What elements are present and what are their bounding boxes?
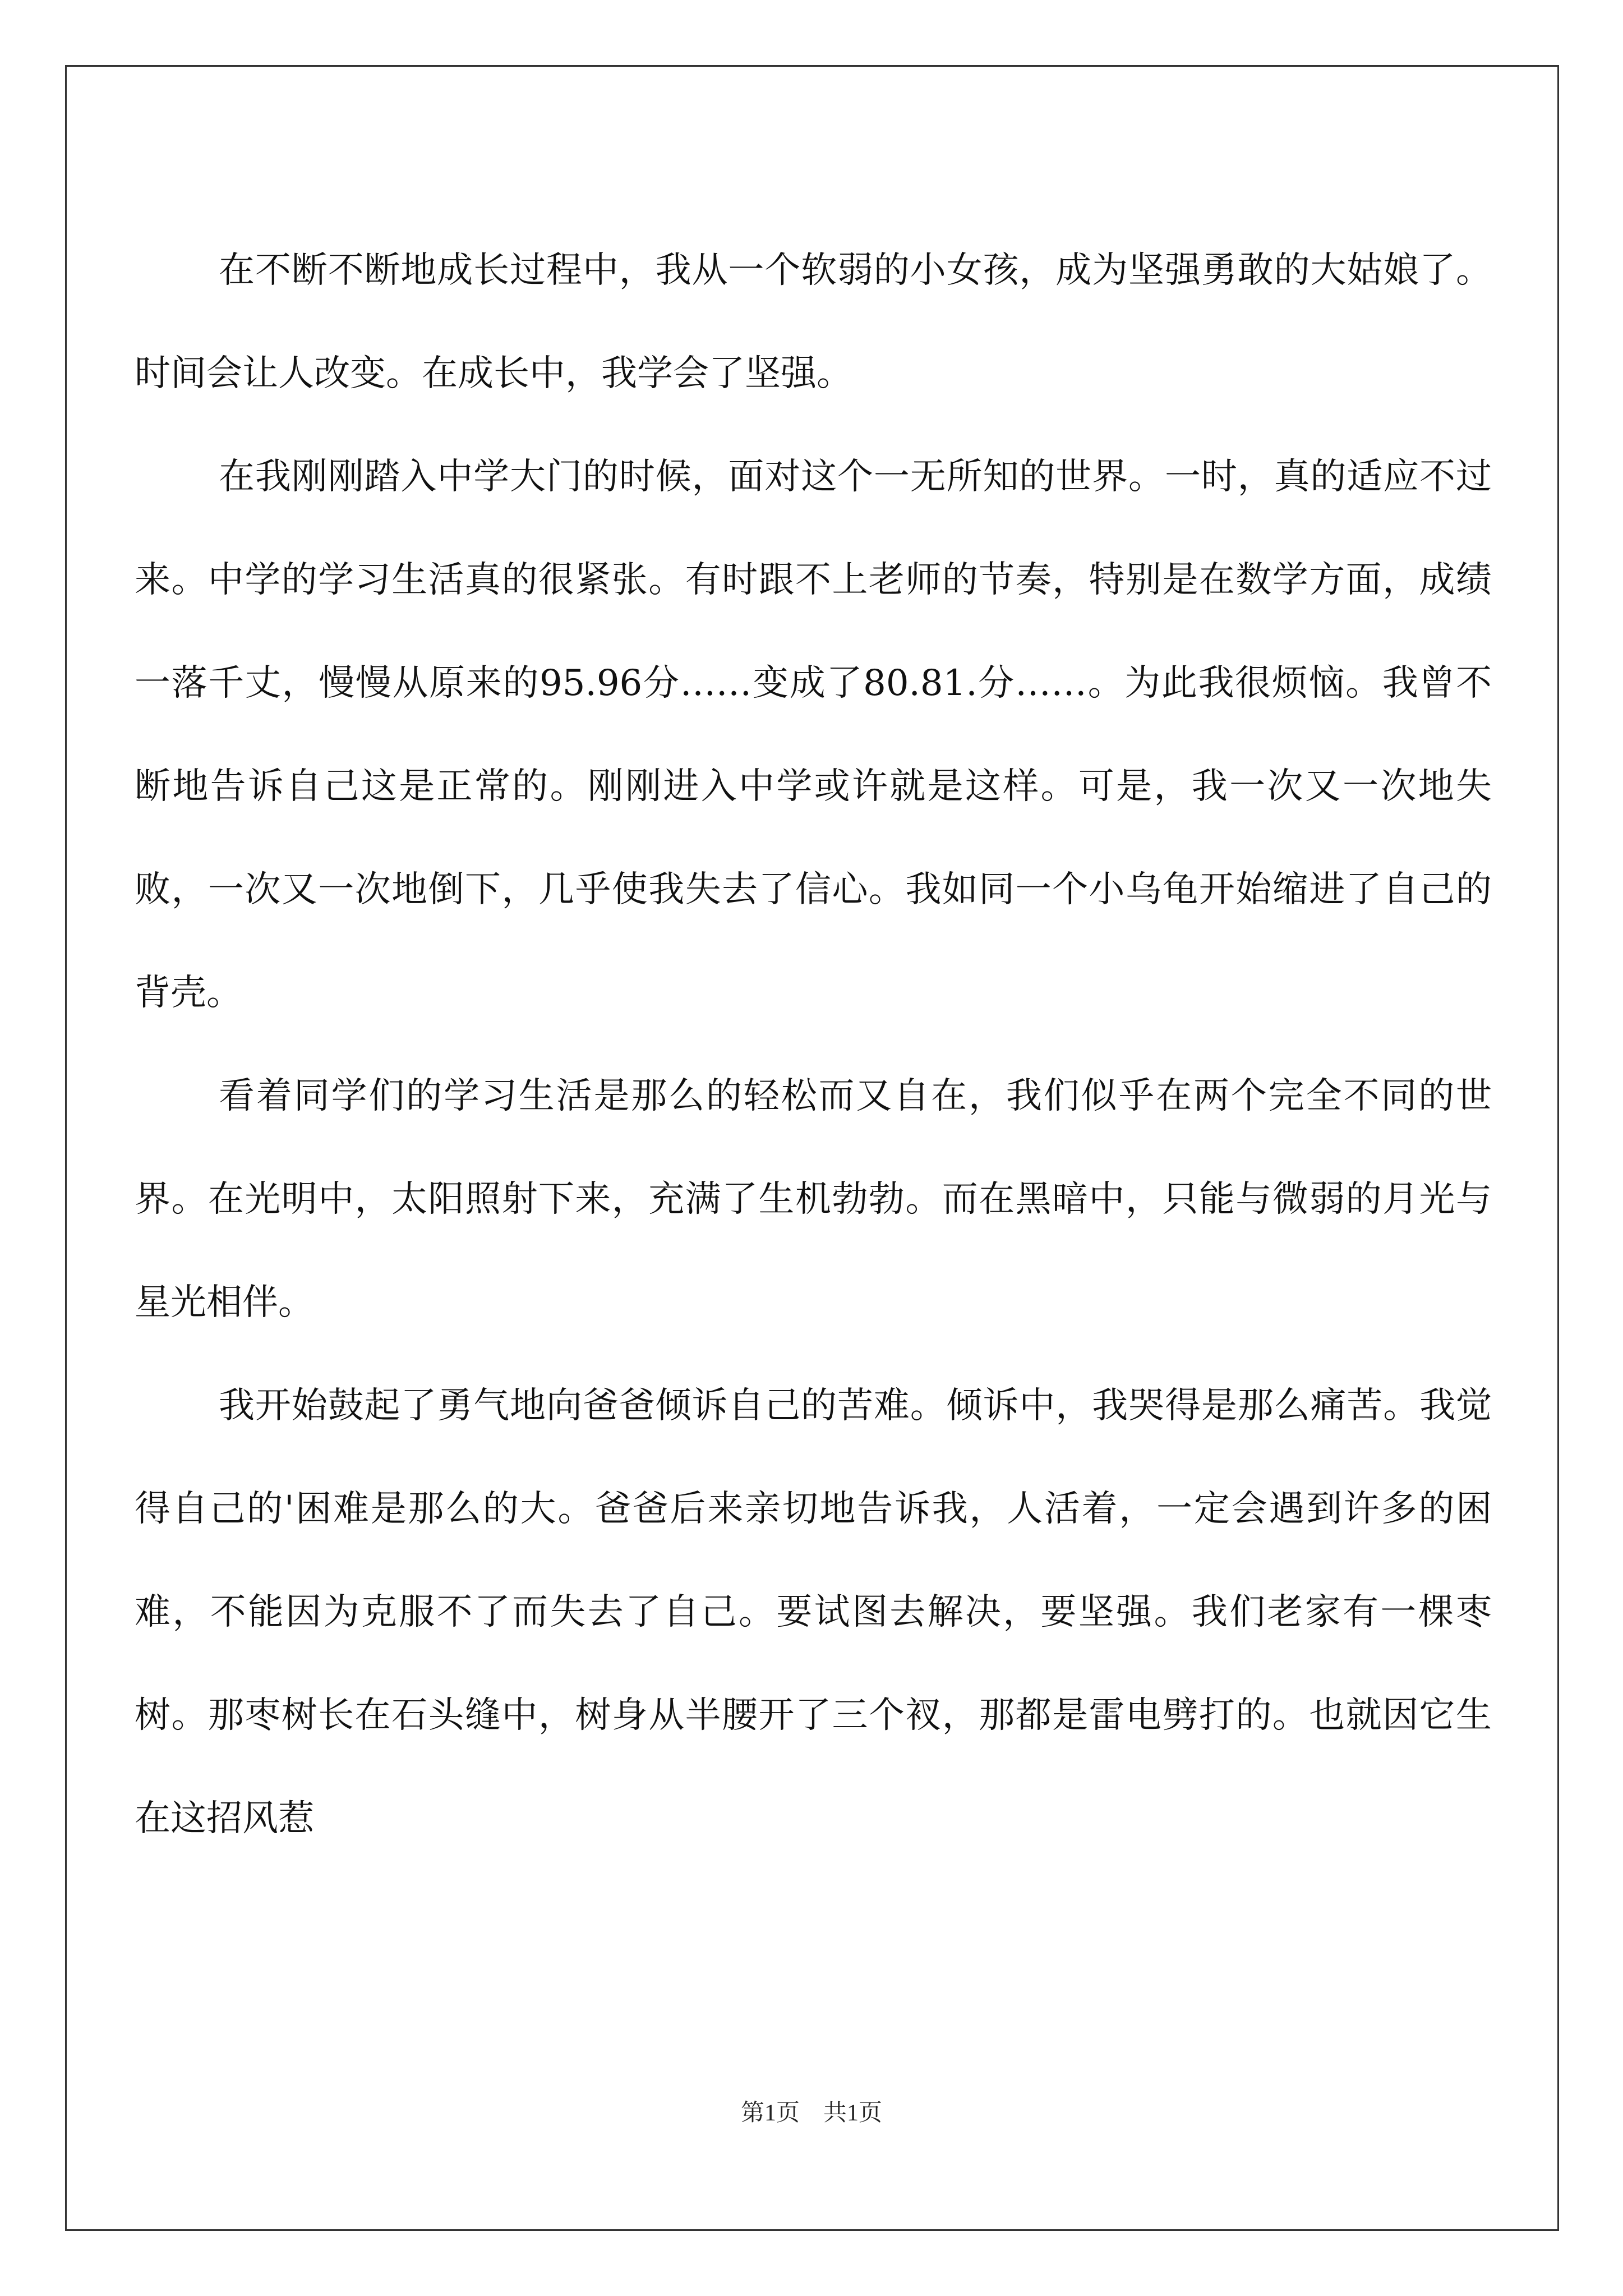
paragraph-1: 在不断不断地成长过程中，我从一个软弱的小女孩，成为坚强勇敢的大姑娘了。时间会让人改变。在成长中，我学会了坚强。: [135, 250, 1492, 394]
paragraph-2: 在我刚刚踏入中学大门的时候，面对这个一无所知的世界。一时，真的适应不过来。中学的学习生活真的很紧张。有时跟不上老师的节奏，特别是在数学方面，成绩一落千丈，慢慢从原来的95.96分……变成了80.81.分……。为此我很烦恼。我曾不断地告诉自己这是正常的。刚刚进入中学或许就是这样。可是，我一次又一次地失败，一次又一次地倒下，几乎使我失去了信心。我如同一个小乌龟开始缩进了自己的背壳。: [135, 456, 1492, 1014]
page-number-footer: 第1页 共1页: [740, 2100, 882, 2126]
paragraph-4: 我开始鼓起了勇气地向爸爸倾诉自己的苦难。倾诉中，我哭得是那么痛苦。我觉得自己的'困难是那么的大。爸爸后来亲切地告诉我，人活着，一定会遇到许多的困难，不能因为克服不了而失去了自己。要试图去解决，要坚强。我们老家有一棵枣树。那枣树长在石头缝中，树身从半腰开了三个衩，那都是雷电劈打的。也就因它生在这招风惹: [135, 1385, 1492, 1839]
paragraph-3: 看着同学们的学习生活是那么的轻松而又自在，我们似乎在两个完全不同的世界。在光明中，太阳照射下来，充满了生机勃勃。而在黑暗中，只能与微弱的月光与星光相伴。: [135, 1075, 1492, 1323]
document-body: [135, 219, 1492, 1870]
